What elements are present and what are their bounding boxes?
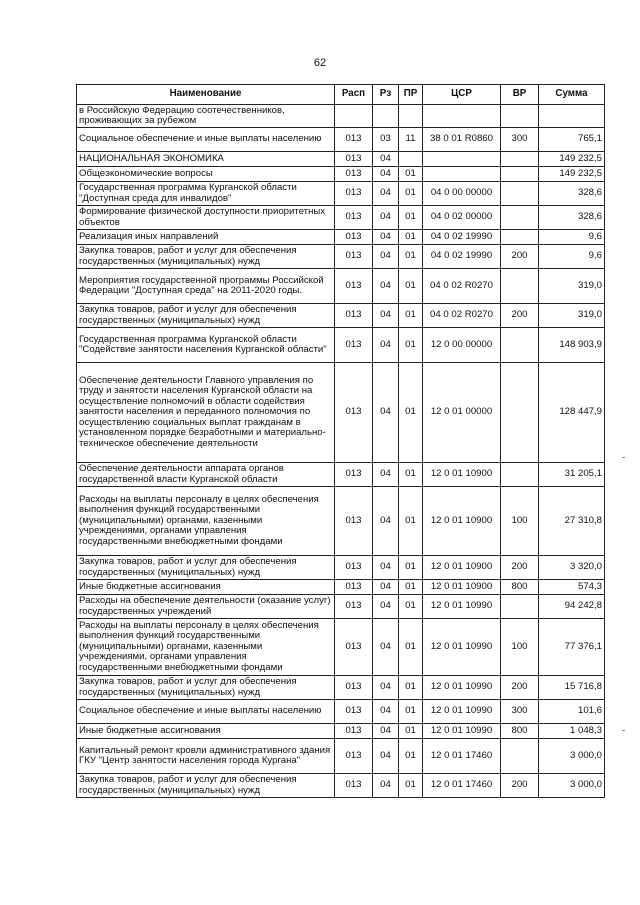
row-pr: 01 [399, 182, 423, 206]
table-row [77, 556, 605, 580]
row-pr: 01 [399, 463, 423, 487]
row-pr: 01 [399, 739, 423, 774]
row-rasp: 013 [335, 595, 373, 619]
row-rasp: 013 [335, 700, 373, 724]
table-row [77, 167, 605, 182]
row-sum: 15 716,8 [539, 676, 605, 700]
row-sum: 765,1 [539, 128, 605, 152]
table-row [77, 739, 605, 774]
table-row [77, 245, 605, 269]
row-name: Расходы на выплаты персоналу в целях обеспечения выполнения функций государственными (муниципальными) органами, казенными учреждениями, органами управления государственными внебюджетными фондами [77, 619, 335, 676]
row-pr: 01 [399, 700, 423, 724]
margin-mark [622, 457, 625, 458]
row-sum: 31 205,1 [539, 463, 605, 487]
row-vr [501, 328, 539, 363]
row-pr: 11 [399, 128, 423, 152]
row-rasp: 013 [335, 676, 373, 700]
row-vr [501, 182, 539, 206]
table-row [77, 182, 605, 206]
row-csr: 12 0 01 00000 [423, 363, 501, 463]
row-name: Закупка товаров, работ и услуг для обеспечения государственных (муниципальных) нужд [77, 774, 335, 798]
row-vr: 200 [501, 245, 539, 269]
row-vr: 200 [501, 774, 539, 798]
row-rz: 04 [373, 619, 399, 676]
table-row [77, 774, 605, 798]
row-csr: 04 0 02 00000 [423, 206, 501, 230]
row-rz: 04 [373, 700, 399, 724]
row-rasp: 013 [335, 167, 373, 182]
header-rasp: Расп [335, 85, 373, 105]
row-name: Государственная программа Курганской области "Содействие занятости населения Курганской области" [77, 328, 335, 363]
row-sum: 27 310,8 [539, 487, 605, 556]
row-vr: 800 [501, 724, 539, 739]
row-name: Реализация иных направлений [77, 230, 335, 245]
row-pr: 01 [399, 206, 423, 230]
row-vr [501, 595, 539, 619]
row-pr: 01 [399, 595, 423, 619]
row-sum: 148 903,9 [539, 328, 605, 363]
row-name: Мероприятия государственной программы Российской Федерации "Доступная среда" на 2011-2020 годы. [77, 269, 335, 304]
row-vr: 200 [501, 676, 539, 700]
row-rz [373, 105, 399, 128]
row-rasp: 013 [335, 724, 373, 739]
header-name: Наименование [77, 85, 335, 105]
row-csr: 04 0 02 R0270 [423, 269, 501, 304]
row-vr [501, 167, 539, 182]
row-rasp: 013 [335, 152, 373, 167]
row-rasp: 013 [335, 619, 373, 676]
table-row [77, 328, 605, 363]
row-csr: 04 0 00 00000 [423, 182, 501, 206]
row-csr: 12 0 01 17460 [423, 774, 501, 798]
row-rz: 04 [373, 245, 399, 269]
row-rasp: 013 [335, 363, 373, 463]
row-rz: 03 [373, 128, 399, 152]
row-pr [399, 105, 423, 128]
row-vr [501, 206, 539, 230]
row-pr: 01 [399, 487, 423, 556]
row-rz: 04 [373, 487, 399, 556]
row-csr: 12 0 01 10990 [423, 676, 501, 700]
row-rz: 04 [373, 556, 399, 580]
row-rz: 04 [373, 580, 399, 595]
table-row [77, 580, 605, 595]
row-name: Расходы на выплаты персоналу в целях обеспечения выполнения функций государственными (муниципальными) органами, казенными учреждениями, органами управления государственными внебюджетными фондами [77, 487, 335, 556]
row-csr: 12 0 01 10990 [423, 619, 501, 676]
row-pr: 01 [399, 269, 423, 304]
row-sum: 3 320,0 [539, 556, 605, 580]
row-rz: 04 [373, 739, 399, 774]
row-pr: 01 [399, 363, 423, 463]
row-rz: 04 [373, 167, 399, 182]
row-rasp: 013 [335, 269, 373, 304]
budget-table [76, 84, 605, 798]
row-name: Закупка товаров, работ и услуг для обеспечения государственных (муниципальных) нужд [77, 304, 335, 328]
row-name: Иные бюджетные ассигнования [77, 724, 335, 739]
row-csr: 12 0 00 00000 [423, 328, 501, 363]
row-pr: 01 [399, 724, 423, 739]
row-csr: 12 0 01 10900 [423, 580, 501, 595]
row-name: Закупка товаров, работ и услуг для обеспечения государственных (муниципальных) нужд [77, 676, 335, 700]
row-pr: 01 [399, 580, 423, 595]
table-row [77, 230, 605, 245]
row-rz: 04 [373, 328, 399, 363]
row-rz: 04 [373, 676, 399, 700]
row-sum: 319,0 [539, 304, 605, 328]
row-sum: 574,3 [539, 580, 605, 595]
row-pr: 01 [399, 230, 423, 245]
row-vr: 800 [501, 580, 539, 595]
row-pr [399, 152, 423, 167]
row-vr [501, 269, 539, 304]
row-rasp: 013 [335, 556, 373, 580]
row-rasp: 013 [335, 304, 373, 328]
row-rasp [335, 105, 373, 128]
row-csr: 12 0 01 10900 [423, 463, 501, 487]
table-row [77, 463, 605, 487]
row-pr: 01 [399, 328, 423, 363]
row-vr [501, 152, 539, 167]
header-csr: ЦСР [423, 85, 501, 105]
header-vr: ВР [501, 85, 539, 105]
row-rz: 04 [373, 230, 399, 245]
row-vr [501, 739, 539, 774]
row-csr: 04 0 02 19990 [423, 230, 501, 245]
table-row [77, 269, 605, 304]
row-name: Иные бюджетные ассигнования [77, 580, 335, 595]
row-vr: 100 [501, 619, 539, 676]
row-name: Государственная программа Курганской области "Доступная среда для инвалидов" [77, 182, 335, 206]
row-sum: 328,6 [539, 206, 605, 230]
row-rz: 04 [373, 724, 399, 739]
row-csr [423, 152, 501, 167]
table-row [77, 700, 605, 724]
table-row [77, 152, 605, 167]
row-sum: 1 048,3 [539, 724, 605, 739]
row-rasp: 013 [335, 206, 373, 230]
row-pr: 01 [399, 304, 423, 328]
row-rz: 04 [373, 206, 399, 230]
row-sum [539, 105, 605, 128]
row-sum: 9,6 [539, 230, 605, 245]
row-rasp: 013 [335, 230, 373, 245]
row-rasp: 013 [335, 128, 373, 152]
row-pr: 01 [399, 167, 423, 182]
row-rz: 04 [373, 595, 399, 619]
row-rasp: 013 [335, 739, 373, 774]
row-name: в Российскую Федерацию соотечественников, проживающих за рубежом [77, 105, 335, 128]
row-pr: 01 [399, 619, 423, 676]
row-csr: 12 0 01 10990 [423, 700, 501, 724]
row-sum: 128 447,9 [539, 363, 605, 463]
row-csr: 12 0 01 10990 [423, 595, 501, 619]
table-row [77, 304, 605, 328]
header-rz: Рз [373, 85, 399, 105]
row-vr: 200 [501, 556, 539, 580]
table-row [77, 595, 605, 619]
row-csr: 12 0 01 10900 [423, 487, 501, 556]
row-csr: 12 0 01 10900 [423, 556, 501, 580]
row-rasp: 013 [335, 580, 373, 595]
row-csr [423, 167, 501, 182]
header-sum: Сумма [539, 85, 605, 105]
row-vr: 200 [501, 304, 539, 328]
row-sum: 94 242,8 [539, 595, 605, 619]
row-pr: 01 [399, 676, 423, 700]
row-name: Закупка товаров, работ и услуг для обеспечения государственных (муниципальных) нужд [77, 556, 335, 580]
row-rasp: 013 [335, 182, 373, 206]
row-sum: 3 000,0 [539, 774, 605, 798]
margin-mark [622, 730, 625, 731]
row-sum: 101,6 [539, 700, 605, 724]
row-sum: 328,6 [539, 182, 605, 206]
table-row [77, 619, 605, 676]
row-sum: 9,6 [539, 245, 605, 269]
row-pr: 01 [399, 245, 423, 269]
row-rz: 04 [373, 304, 399, 328]
row-vr: 300 [501, 700, 539, 724]
row-sum: 3 000,0 [539, 739, 605, 774]
table-row [77, 128, 605, 152]
page-number: 62 [313, 57, 327, 69]
row-name: НАЦИОНАЛЬНАЯ ЭКОНОМИКА [77, 152, 335, 167]
row-pr: 01 [399, 556, 423, 580]
row-rz: 04 [373, 182, 399, 206]
table-row [77, 676, 605, 700]
row-name: Общеэкономические вопросы [77, 167, 335, 182]
row-rz: 04 [373, 269, 399, 304]
row-csr: 04 0 02 19990 [423, 245, 501, 269]
header-pr: ПР [399, 85, 423, 105]
row-csr [423, 105, 501, 128]
row-vr: 100 [501, 487, 539, 556]
row-sum: 77 376,1 [539, 619, 605, 676]
row-rasp: 013 [335, 487, 373, 556]
row-rasp: 013 [335, 245, 373, 269]
row-name: Социальное обеспечение и иные выплаты населению [77, 700, 335, 724]
table-row [77, 105, 605, 128]
table-row [77, 206, 605, 230]
row-rz: 04 [373, 152, 399, 167]
row-rasp: 013 [335, 774, 373, 798]
row-name: Закупка товаров, работ и услуг для обеспечения государственных (муниципальных) нужд [77, 245, 335, 269]
row-sum: 319,0 [539, 269, 605, 304]
row-vr [501, 105, 539, 128]
table-row [77, 487, 605, 556]
table-header-row [77, 85, 605, 105]
row-csr: 04 0 02 R0270 [423, 304, 501, 328]
row-name: Обеспечение деятельности Главного управления по труду и занятости населения Курганской области на осуществление полномочий в области содействия занятости населения и переданного полномочия по осуществлению социальных выплат гражданам в установленном порядке безработными и материально-техническое обеспечение деятельности [77, 363, 335, 463]
row-rasp: 013 [335, 463, 373, 487]
row-vr [501, 230, 539, 245]
row-name: Капитальный ремонт кровли административного здания ГКУ "Центр занятости населения города Кургана" [77, 739, 335, 774]
row-name: Формирование физической доступности приоритетных объектов [77, 206, 335, 230]
row-csr: 12 0 01 10990 [423, 724, 501, 739]
row-vr [501, 363, 539, 463]
row-name: Обеспечение деятельности аппарата органов государственной власти Курганской области [77, 463, 335, 487]
row-csr: 12 0 01 17460 [423, 739, 501, 774]
table-row [77, 363, 605, 463]
row-vr: 300 [501, 128, 539, 152]
row-pr: 01 [399, 774, 423, 798]
row-rz: 04 [373, 774, 399, 798]
row-name: Социальное обеспечение и иные выплаты населению [77, 128, 335, 152]
row-sum: 149 232,5 [539, 167, 605, 182]
row-rz: 04 [373, 463, 399, 487]
row-name: Расходы на обеспечение деятельности (оказание услуг) государственных учреждений [77, 595, 335, 619]
row-csr: 38 0 01 R0860 [423, 128, 501, 152]
row-sum: 149 232,5 [539, 152, 605, 167]
row-vr [501, 463, 539, 487]
table-row [77, 724, 605, 739]
row-rz: 04 [373, 363, 399, 463]
row-rasp: 013 [335, 328, 373, 363]
